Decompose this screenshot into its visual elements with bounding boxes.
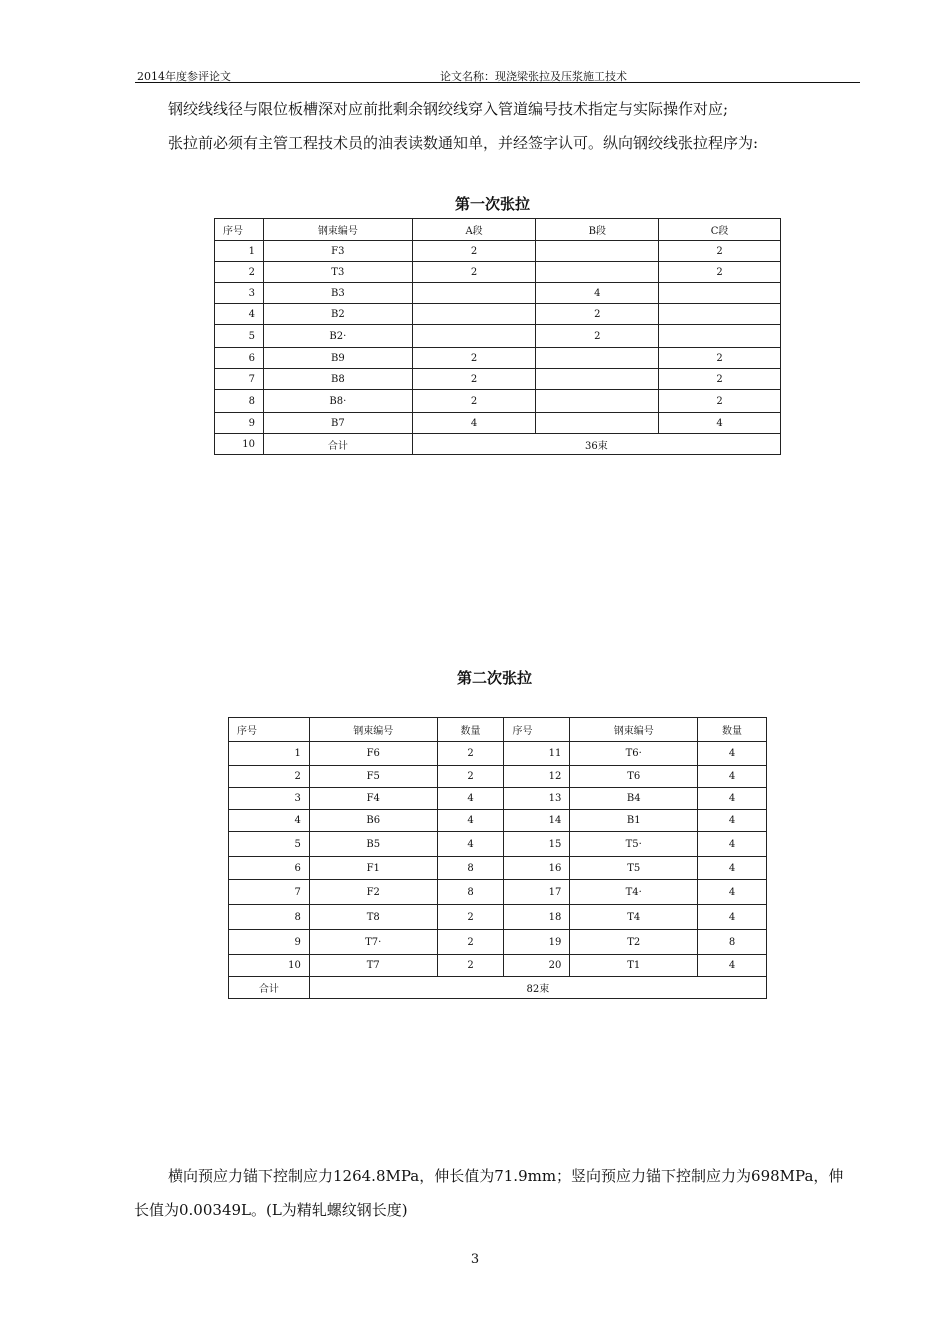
- intro-line-1: 钢绞线线径与限位板槽深对应前批剩余钢绞线穿入管道编号技术指定与实际操作对应;: [168, 100, 729, 118]
- table1-header-a: A段: [412, 219, 536, 241]
- table2-cell: 2: [437, 905, 504, 930]
- table2-cell: T5·: [570, 832, 698, 857]
- table-row: [215, 369, 781, 390]
- table1-cell: 2: [412, 369, 536, 390]
- table1-cell: 4: [536, 283, 659, 304]
- table2-cell: 8: [229, 905, 310, 930]
- table2-cell: 10: [229, 955, 310, 977]
- table2-header-tendon-2: 钢束编号: [570, 718, 698, 742]
- table2-cell: F1: [309, 857, 437, 880]
- table1-cell: 2: [536, 304, 659, 325]
- table1-cell: 6: [215, 348, 264, 369]
- table2-cell: 4: [698, 766, 767, 788]
- table1-header-tendon: 钢束编号: [263, 219, 412, 241]
- table-row: [215, 348, 781, 369]
- closing-line-1: 横向预应力锚下控制应力1264.8MPa，伸长值为71.9mm；竖向预应力锚下控制应力为698MPa，伸: [168, 1167, 844, 1185]
- table2-total-value: 82束: [309, 977, 766, 999]
- table2-cell: F6: [309, 742, 437, 766]
- table2-cell: 4: [437, 832, 504, 857]
- table1-cell: 4: [412, 413, 536, 434]
- table1-cell: 2: [412, 241, 536, 262]
- table1-cell: 2: [659, 262, 781, 283]
- table1-cell: [412, 304, 536, 325]
- table2-cell: B1: [570, 810, 698, 832]
- header-right: 论文名称：现浇梁张拉及压浆施工技术: [440, 70, 627, 83]
- table1-cell: B9: [263, 348, 412, 369]
- header-left: 2014年度参评论文: [137, 70, 231, 83]
- table2-cell: B4: [570, 788, 698, 810]
- table-row: [215, 262, 781, 283]
- table1-total-value: 36束: [412, 434, 780, 455]
- table2-cell: F5: [309, 766, 437, 788]
- table1: [214, 218, 781, 455]
- table2-cell: 8: [698, 930, 767, 955]
- table-row: [229, 880, 767, 905]
- table2-cell: 4: [698, 880, 767, 905]
- table1-cell: 2: [412, 390, 536, 413]
- table2-cell: 4: [437, 788, 504, 810]
- table2-cell: 16: [504, 857, 570, 880]
- table2-cell: 3: [229, 788, 310, 810]
- table2-cell: B5: [309, 832, 437, 857]
- table2-cell: 2: [229, 766, 310, 788]
- table-row: [229, 930, 767, 955]
- table1-cell: 7: [215, 369, 264, 390]
- table1-cell: B2: [263, 304, 412, 325]
- table2-cell: 2: [437, 930, 504, 955]
- table1-title: 第一次张拉: [455, 195, 531, 213]
- table1-cell: [536, 241, 659, 262]
- table2-title: 第二次张拉: [457, 669, 533, 687]
- table1-cell: 2: [215, 262, 264, 283]
- table2-cell: 8: [437, 880, 504, 905]
- table2-total-row: [229, 977, 767, 999]
- table2-cell: T7: [309, 955, 437, 977]
- table2-cell: 15: [504, 832, 570, 857]
- table2-cell: 2: [437, 766, 504, 788]
- table2-header-row: [229, 718, 767, 742]
- table2-cell: 19: [504, 930, 570, 955]
- table2-cell: 4: [698, 788, 767, 810]
- table2-cell: 9: [229, 930, 310, 955]
- table2-cell: 4: [698, 810, 767, 832]
- table1-header-b: B段: [536, 219, 659, 241]
- table2-cell: T8: [309, 905, 437, 930]
- table1-cell: [536, 369, 659, 390]
- table1-cell: B8: [263, 369, 412, 390]
- table1-cell: [659, 283, 781, 304]
- table2-cell: T4·: [570, 880, 698, 905]
- table1-cell: 4: [659, 413, 781, 434]
- table1-cell: [412, 325, 536, 348]
- table1-total-label: 合计: [263, 434, 412, 455]
- table2-cell: B6: [309, 810, 437, 832]
- table1-total-row: [215, 434, 781, 455]
- table2-total-label: 合计: [229, 977, 310, 999]
- table1-cell: F3: [263, 241, 412, 262]
- table-row: [229, 788, 767, 810]
- table-row: [215, 304, 781, 325]
- table2-header-qty-2: 数量: [698, 718, 767, 742]
- table1-cell: B7: [263, 413, 412, 434]
- table2-cell: 17: [504, 880, 570, 905]
- table2-header-index: 序号: [229, 718, 310, 742]
- table2-header-tendon: 钢束编号: [309, 718, 437, 742]
- table-row: [215, 390, 781, 413]
- table-row: [229, 810, 767, 832]
- table1-cell: [536, 413, 659, 434]
- table2-cell: T1: [570, 955, 698, 977]
- table2-cell: 18: [504, 905, 570, 930]
- table2-cell: 14: [504, 810, 570, 832]
- table1-cell: 2: [659, 369, 781, 390]
- table2-cell: 20: [504, 955, 570, 977]
- table1-cell: 1: [215, 241, 264, 262]
- table-row: [229, 832, 767, 857]
- table2-cell: T5: [570, 857, 698, 880]
- table1-cell: 2: [536, 325, 659, 348]
- table1-cell: [536, 390, 659, 413]
- table2-cell: 1: [229, 742, 310, 766]
- table2-cell: 12: [504, 766, 570, 788]
- table2-cell: T2: [570, 930, 698, 955]
- table-row: [229, 905, 767, 930]
- table-row: [229, 857, 767, 880]
- table1-header-row: [215, 219, 781, 241]
- table2-cell: 4: [698, 742, 767, 766]
- intro-line-2: 张拉前必须有主管工程技术员的油表读数通知单，并经签字认可。纵向钢绞线张拉程序为:: [168, 134, 759, 152]
- table2-cell: 2: [437, 742, 504, 766]
- table2-cell: 11: [504, 742, 570, 766]
- table1-cell: 8: [215, 390, 264, 413]
- table-row: [215, 283, 781, 304]
- header-rule: [135, 82, 860, 83]
- table2-cell: 4: [437, 810, 504, 832]
- table-row: [229, 766, 767, 788]
- table2-header-qty: 数量: [437, 718, 504, 742]
- table2-cell: 13: [504, 788, 570, 810]
- table2-cell: 7: [229, 880, 310, 905]
- table2-cell: 4: [229, 810, 310, 832]
- table1-cell: 2: [659, 348, 781, 369]
- table2-cell: 8: [437, 857, 504, 880]
- table2-cell: T6·: [570, 742, 698, 766]
- table1-cell: 9: [215, 413, 264, 434]
- closing-line-2: 长值为0.00349L。(L为精轧螺纹钢长度): [134, 1201, 408, 1219]
- table2-cell: 2: [437, 955, 504, 977]
- table2-cell: 4: [698, 857, 767, 880]
- table2-cell: 5: [229, 832, 310, 857]
- table2-cell: F2: [309, 880, 437, 905]
- table1-cell: 3: [215, 283, 264, 304]
- table2: [228, 717, 767, 999]
- table2-cell: 6: [229, 857, 310, 880]
- table1-cell: [659, 304, 781, 325]
- table2-cell: T7·: [309, 930, 437, 955]
- table1-cell: T3: [263, 262, 412, 283]
- page-number: 3: [470, 1252, 480, 1267]
- table1-cell: [659, 325, 781, 348]
- table-row: [215, 413, 781, 434]
- table1-cell: 5: [215, 325, 264, 348]
- table2-cell: 4: [698, 905, 767, 930]
- table-row: [215, 241, 781, 262]
- table1-cell: [536, 262, 659, 283]
- table1-cell: B2·: [263, 325, 412, 348]
- table-row: [229, 955, 767, 977]
- table1-cell: 2: [659, 241, 781, 262]
- table2-header-index-2: 序号: [504, 718, 570, 742]
- table1-cell: B3: [263, 283, 412, 304]
- table1-cell: 2: [412, 348, 536, 369]
- table1-header-index: 序号: [215, 219, 264, 241]
- table1-cell: [536, 348, 659, 369]
- table2-cell: T4: [570, 905, 698, 930]
- table1-total-index: 10: [215, 434, 264, 455]
- table2-cell: T6: [570, 766, 698, 788]
- table-row: [229, 742, 767, 766]
- table-row: [215, 325, 781, 348]
- table2-cell: F4: [309, 788, 437, 810]
- table2-cell: 4: [698, 832, 767, 857]
- table1-cell: 2: [412, 262, 536, 283]
- table1-cell: [412, 283, 536, 304]
- table1-cell: B8·: [263, 390, 412, 413]
- table2-cell: 4: [698, 955, 767, 977]
- table1-cell: 4: [215, 304, 264, 325]
- table1-header-c: C段: [659, 219, 781, 241]
- table1-cell: 2: [659, 390, 781, 413]
